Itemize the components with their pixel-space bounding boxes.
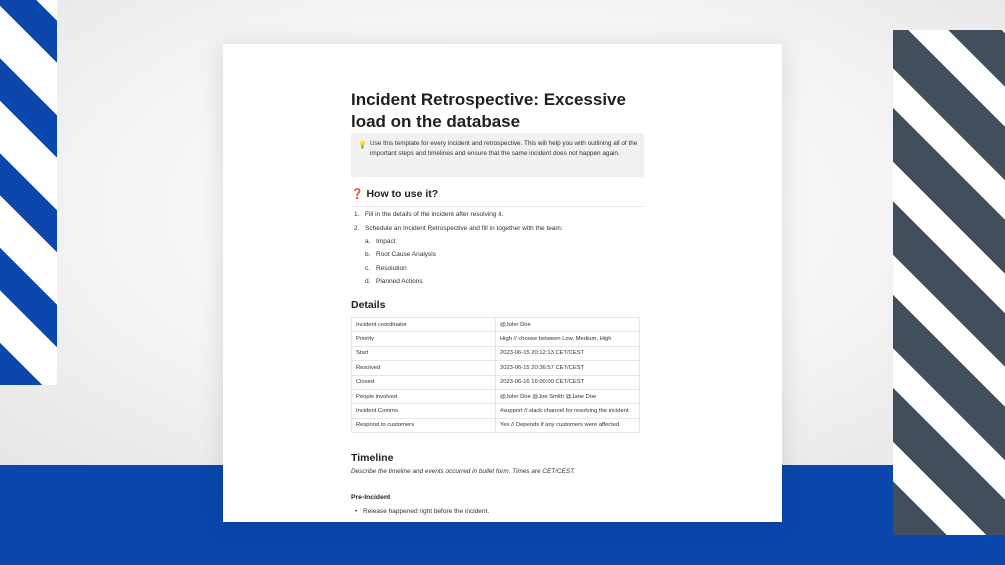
sub-list-item: b. Root Cause Analysis <box>365 251 436 258</box>
table-row: Closed 2023-06-16 16:00:00 CET/CEST <box>352 375 640 389</box>
pre-incident-heading: Pre-Incident <box>351 494 391 501</box>
callout-box <box>351 133 644 177</box>
table-row: Start 2023-06-15 20:12:13 CET/CEST <box>352 346 640 360</box>
table-row: Resolved 2023-06-15 20:36:57 CET/CEST <box>352 361 640 375</box>
decorative-stripes-right <box>893 30 1005 535</box>
details-table <box>351 317 640 433</box>
decorative-stripes-left <box>0 0 57 385</box>
question-mark-icon: ❓ <box>351 189 364 200</box>
how-to-heading <box>351 188 438 200</box>
list-item: 1. Fill in the details of the incident after resolving it. <box>354 211 504 218</box>
page-title: Incident Retrospective: Excessive load on the database <box>351 90 626 131</box>
list-item: • Release happened right before the incident. <box>355 508 490 515</box>
sub-list-item: d. Planned Actions <box>365 278 423 285</box>
timeline-subtitle: Describe the timeline and events occurred in bullet form. Times are CET/CEST. <box>351 468 576 475</box>
details-heading: Details <box>351 299 386 311</box>
lightbulb-icon: 💡 <box>358 142 367 149</box>
callout-text: Use this template for every incident and retrospective. This will help you with outlining all of the important steps and timelines and ensure that the same incident does not happen again. <box>370 140 638 157</box>
document-card <box>223 44 782 522</box>
divider <box>351 206 644 207</box>
list-item: 2. Schedule an Incident Retrospective and fill in together with the team: <box>354 225 563 232</box>
table-row: Priority High // choose between Low, Medium, High <box>352 332 640 346</box>
bullet-icon: • <box>355 508 358 515</box>
table-row: People involved @John Doe @Joe Smith @Jane Doe <box>352 389 640 403</box>
table-row: Incident Comms #support // slack channel for resolving the incident <box>352 404 640 418</box>
how-to-heading-text: How to use it? <box>366 188 439 200</box>
sub-list-item: c. Resolution <box>365 265 407 272</box>
table-row: Respond to customers Yes // Depends if any customers were affected <box>352 418 640 432</box>
sub-list-item: a. Impact <box>365 238 396 245</box>
table-row: Incident coordinator @John Doe <box>352 318 640 332</box>
timeline-heading: Timeline <box>351 452 394 464</box>
